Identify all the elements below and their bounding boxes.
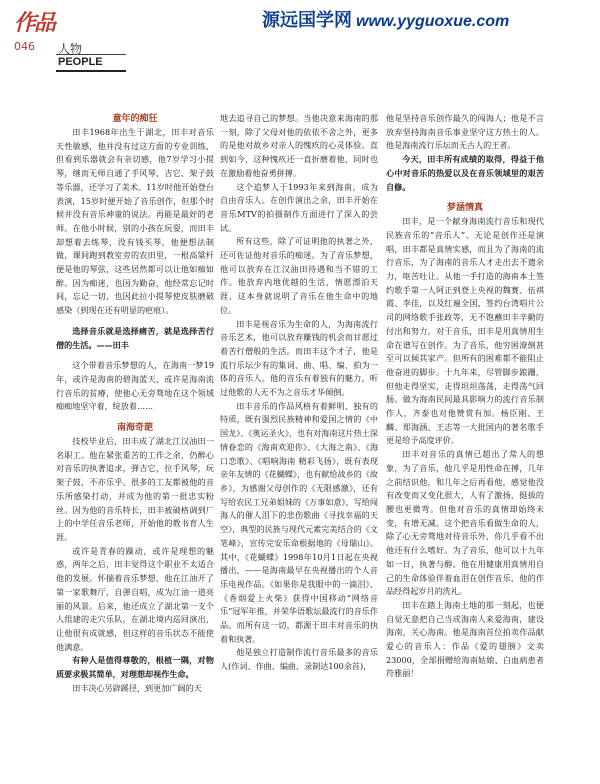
section-title-en: PEOPLE [58, 56, 103, 68]
paragraph: 田丰音乐的作品风格有着鲜明、独有的特质，既有强烈民族精神和爱国之情的《中国龙》、《奥运圣火》，也有对海南这片热土深情眷恋的《海南欢迎你》、《大海之南》、《海口恋歌》、《唱响海南 精彩飞扬》，既有表现亲年友情的《花蝴蝶》，也有献给战乡的《故乡》，为感谢父母创作的《无限感激》，还有写给农民工兄弟姐妹的《万事如意》，写给闯海人的催人泪下的悲伤歌曲《寻找幸福的天空》，典型的民族与现代元素完美结合的《文笔峰》，宣传完安乐命根据地的《母瑞山》。其中，《花蝴蝶》1998年10月1日起在央视播出，——是海南最早在央视播出的个人音乐电视作品。《如果你是我眼中的一滴泪》、《香烟爱上火柴》获得中国移动“网络音乐”冠军年推，并荣华语歌坛最流行的音乐作品。而所有这一切，都源于田丰对音乐的执着和执著。 [220, 400, 378, 644]
subheading: 梦涵情真 [446, 203, 483, 214]
paragraph: 田丰决心另辟蹊径，到更加广阔的天 [72, 682, 202, 693]
highlight-paragraph: 今天，田丰所有成绩的取得，得益于他心中对音乐的热爱以及在音乐领域里的艰苦自修。 [386, 154, 544, 192]
paragraph: 田丰是视音乐为生命的人，为海南流行音乐艺术，他可以放弃赚钱的机会而甘愿过着苦行僧般的生活。而田丰这个才子，他是流行乐坛少有的集词、曲、唱、编、拍为一体的音乐人。他的音乐有着独有的魅力，听过他歌的人无不为之音乐才华倾倒。 [220, 318, 378, 398]
paragraph: 他是独立打造制作流行音乐最多的音乐人(作词、作曲、编曲、录制达100余首)， [220, 647, 378, 672]
article-column-3 [386, 112, 544, 681]
watermark-site-name: 源远国学网 [262, 10, 352, 31]
paragraph: 技校毕业后，田丰成了湖北江汉油田一名职工。他在紧张重苦的工作之余，仍醉心对音乐的执著追求，弹吉它，拉手风琴，玩架子鼓，不亦乐乎。很多的工友都被他的音乐所感染打动，并成为他的第一批忠实粉丝。因为他的音乐特长，田丰被破格调到厂上的中学任音乐老师，开始他的教书育人生涯。 [56, 436, 214, 542]
article-column-1 [56, 112, 214, 695]
watermark-url: www.yyguoxue.com [356, 13, 510, 30]
paragraph: 他是坚持音乐创作最久的闯海人；他是不言放弃坚持海南音乐事业坚守这方热土的人。他是海南流行乐坛而无古人的王者。 [386, 113, 544, 151]
paragraph: 这个追梦人于1993年来到海南，成为自由音乐人。在创作演出之余，田丰开始在音乐MTV的拍摄制作方面进行了深入的尝试。 [220, 181, 378, 233]
section-title-cn: 人物 [58, 42, 83, 56]
paragraph: 这个带着音乐梦想的人，在海南一梦19年，或许是海南的碧海蓝天，或许是海南流行音乐的贫瘠，使他心无旁骛地在这个领域痴痴地坚守着，绽放着…… [56, 360, 214, 412]
subheading: 南海奇葩 [116, 423, 153, 434]
paragraph: 田丰，是一个献身海南流行音乐和现代民族音乐的“音乐人”。无论是创作还是演唱，田丰都是真情实感，而且为了海南的流行音乐，为了海南的音乐人才走出去不遗余力，呕苦吐让。从他一手打造的海南本土签约歌手第一人阿正到登上央视的魏赛、伍祺霞、李佳，以及红遍全国、签约台湾唱片公司的网络歌手张政等，无不饱蘸田丰辛勤的付出和努力。对于音乐，田丰是用真情用生命在谱写在创作。为了音乐，他穷困潦倒甚至可以倾其家产。但所有的困难都不能阻止他奋进的脚步。十九年来，尽管脚步踉跚，但他走得坚实，走得坦坦荡荡，走得荡气回肠。做为海南民间最具影响力的流行音乐制作人，齐泰也对他赞赏有加。杨臣刚、王麟、郑海涵、王志等一大批国内的著名歌手更是给予高度评价。 [386, 216, 544, 446]
paragraph: 田丰1968年出生于湖北，田丰对音乐天性敏感，他并没有过这方面的专业训练，但看到乐器就会有亲切感，他7岁学习小提琴，继而无师自通了手风琴、吉它、架子鼓等乐器，还学习了美术。11岁时他开始登台表演，15岁时便开始了音乐创作，但那个时候并没有音乐神童的说法。再能是最好的老师。在他小时候，别的小孩在玩耍，而田丰却想着去练琴，没有钱买琴，他便想法制做，课间跑到教室旁的农田里，一根高粱杆便是他的琴弦，这些居然都可以让他如痴如醉。因为痴迷，也因为勤奋，他经常忘记时间，忘记一切，也因此拉小提琴使皮肤磨破感染（到现在还有明显的疤痕）。 [56, 127, 214, 316]
watermark [262, 6, 509, 32]
paragraph: 地去追寻自己的梦想。当他决意来海南的那一刻，除了父母对他的依依不舍之外，更多的是他对故乡对亲人的愧疚的心灵体验。直到如今，这种愧疚还一直折磨着他，同时也在激励着他奋勇拼搏。 [220, 113, 378, 178]
paragraph: 所有这些，除了可证明他的执著之外，还可佐证他对音乐的痴迷。为了音乐梦想，他可以放弃在江汉油田待遇和当不错的工作。他放弃内地优越的生活，情愿漂泊天涯，这本身就说明了音乐在他生命中的地位。 [220, 236, 378, 315]
paragraph: 田丰对音乐的真情已超出了常人的想象，为了音乐，他几乎是用性命在搏，几年之前结识他，和几年之后再看他，感觉他没有改变而又变化很大，人有了激扬，挺拔的腰也更微弯。但他对音乐的真情却始终未变，有增无减。这个把音乐看做生命的人，除了心无旁骛地对待音乐外，你几乎看不出他还有什么嗜好。为了音乐，他可以十九年如一日，执著与醇。他在用健康用真情用自己的生命体验伴着血泪在创作音乐，他的作品经得起岁月的洗礼。 [386, 449, 544, 597]
paragraph: 田丰在踏上海南土地的那一刻起，也便自觉无意把自己当成海南人来爱海南，建设海南，关心海南。他是海南首位拍卖作品献爱心的音乐人：作品《爱的翅膀》文卖23000，全部捐赠给海南姑娘、白血病患者符雅丽！ [386, 599, 544, 679]
subheading: 童年的痴狂 [112, 114, 158, 124]
magazine-logo: 作品 [14, 10, 55, 36]
header-rule [56, 70, 126, 72]
page-number: 046 [14, 40, 35, 53]
paragraph: 或许是青春的躁动，或许是理想的魅惑，两年之后，田丰觉得这个职业不太适合他的发展。怀揣着音乐梦想，他在江油开了第一家歌舞厅，自弹自唱，成为江油一道亮丽的风景。后来，他还成立了湖北第一支个人组建的走穴乐队，在湖北境内巡回演出，让他很有成就感，但这样的音乐状态不能使他满意。 [56, 545, 214, 652]
pull-quote: 有种人是值得尊敬的，根植一隅，对物质要求极其简单，对理想却视作生命。 [56, 655, 214, 680]
article-column-2 [220, 112, 378, 674]
pull-quote: 选择音乐就是选择痛苦，就是选择苦行僧的生活。——田丰 [56, 325, 214, 350]
